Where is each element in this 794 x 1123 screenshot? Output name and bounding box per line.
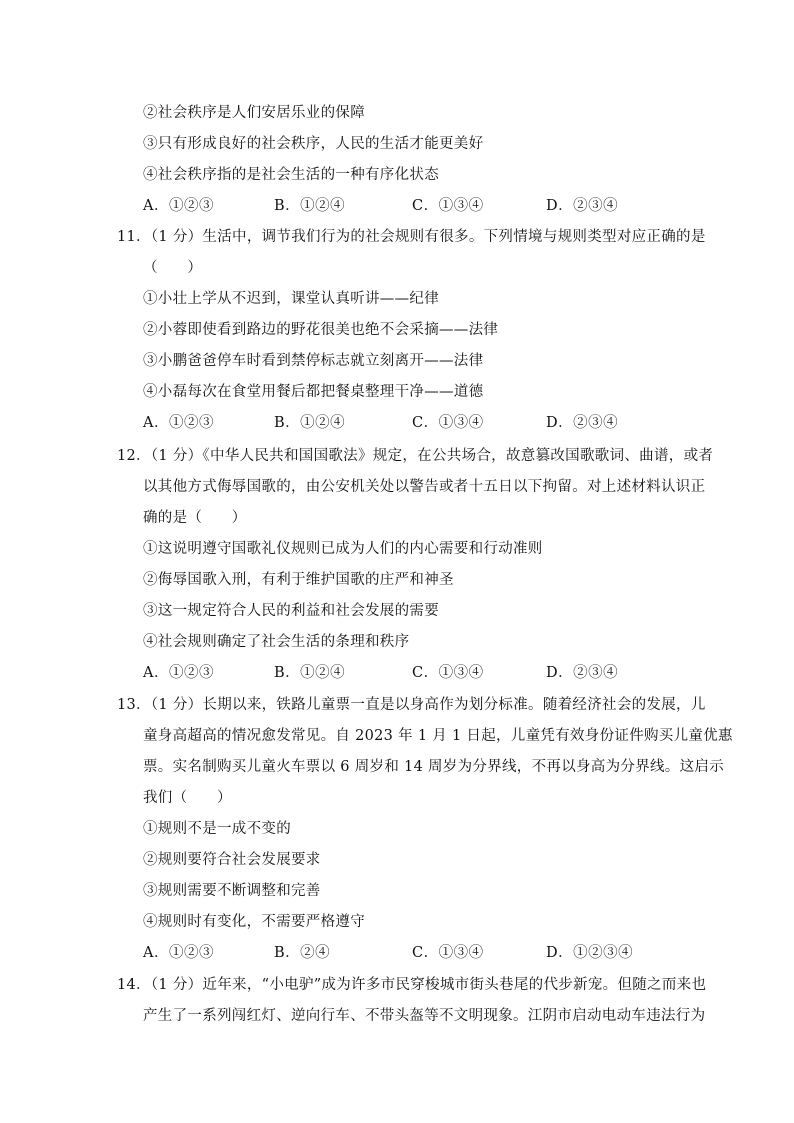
q11-option-a: A．①②③ <box>143 415 214 431</box>
q14-stem-line-1: 14．（1 分）近年来，“小电驴”成为许多市民穿梭城市街头巷尾的代步新宠。但随之而来也 <box>117 977 707 993</box>
q12-option-b: B．①②④ <box>274 665 346 681</box>
q10-option-b: B．①②④ <box>274 198 346 214</box>
q12-stem-line-2: 以其他方式侮辱国歌的，由公安机关处以警告或者十五日以下拘留。对上述材料认识正 <box>143 479 706 495</box>
q10-option-d: D．②③④ <box>546 198 619 214</box>
q10-item-3: ③只有形成良好的社会秩序，人民的生活才能更美好 <box>143 136 484 152</box>
q12-item-1: ①这说明遵守国歌礼仪规则已成为人们的内心需要和行动准则 <box>143 541 543 557</box>
q12-stem-line-1: 12．（1 分）《中华人民共和国国歌法》规定，在公共场合，故意篡改国歌歌词、曲谱，或者 <box>117 448 714 464</box>
q12-item-4: ④社会规则确定了社会生活的条理和秩序 <box>143 634 410 650</box>
q10-item-2: ②社会秩序是人们安居乐业的保障 <box>143 105 365 121</box>
q11-item-1: ①小壮上学从不迟到，课堂认真听讲——纪律 <box>143 291 439 307</box>
q12-option-d: D．②③④ <box>546 665 619 681</box>
q13-item-3: ③规则需要不断调整和完善 <box>143 883 321 899</box>
q10-option-c: C．①③④ <box>412 198 484 214</box>
q13-stem-line-2: 童身高超高的情况愈发常见。自 2023 年 1 月 1 日起，儿童凭有效身份证件购买儿童优惠 <box>143 728 733 744</box>
q14-stem-line-2: 产生了一系列闯红灯、逆向行车、不带头盔等不文明现象。江阴市启动电动车违法行为 <box>143 1008 706 1024</box>
q11-option-b: B．①②④ <box>274 415 346 431</box>
q12-item-3: ③这一规定符合人民的利益和社会发展的需要 <box>143 603 439 619</box>
q12-stem-line-3: 确的是（ ） <box>143 510 247 526</box>
q13-stem-line-4: 我们（ ） <box>143 790 232 806</box>
q12-option-a: A．①②③ <box>143 665 214 681</box>
q11-option-c: C．①③④ <box>412 415 484 431</box>
q13-option-c: C．①③④ <box>412 945 484 961</box>
q13-stem-line-1: 13．（1 分）长期以来，铁路儿童票一直是以身高作为划分标准。随着经济社会的发展，儿 <box>117 697 706 713</box>
q12-item-2: ②侮辱国歌入刑，有利于维护国歌的庄严和神圣 <box>143 572 454 588</box>
q13-option-a: A．①②③ <box>143 945 214 961</box>
q11-item-3: ③小鹏爸爸停车时看到禁停标志就立刻离开——法律 <box>143 353 484 369</box>
q10-option-a: A．①②③ <box>143 198 214 214</box>
q13-item-1: ①规则不是一成不变的 <box>143 821 291 837</box>
q13-stem-line-3: 票。实名制购买儿童火车票以 6 周岁和 14 周岁为分界线，不再以身高为分界线。这启示 <box>143 759 725 775</box>
q11-stem-line-1: 11．（1 分）生活中，调节我们行为的社会规则有很多。下列情境与规则类型对应正确的是 <box>117 229 706 245</box>
q10-item-4: ④社会秩序指的是社会生活的一种有序化状态 <box>143 167 439 183</box>
q11-option-d: D．②③④ <box>546 415 619 431</box>
q12-option-c: C．①③④ <box>412 665 484 681</box>
q11-item-4: ④小磊每次在食堂用餐后都把餐桌整理干净——道德 <box>143 384 484 400</box>
q13-item-4: ④规则时有变化，不需要严格遵守 <box>143 914 365 930</box>
q13-item-2: ②规则要符合社会发展要求 <box>143 852 321 868</box>
q11-stem-line-2: （ ） <box>143 260 203 276</box>
q13-option-b: B．②④ <box>274 945 331 961</box>
q13-option-d: D．①②③④ <box>546 945 634 961</box>
q11-item-2: ②小蓉即使看到路边的野花很美也绝不会采摘——法律 <box>143 322 499 338</box>
